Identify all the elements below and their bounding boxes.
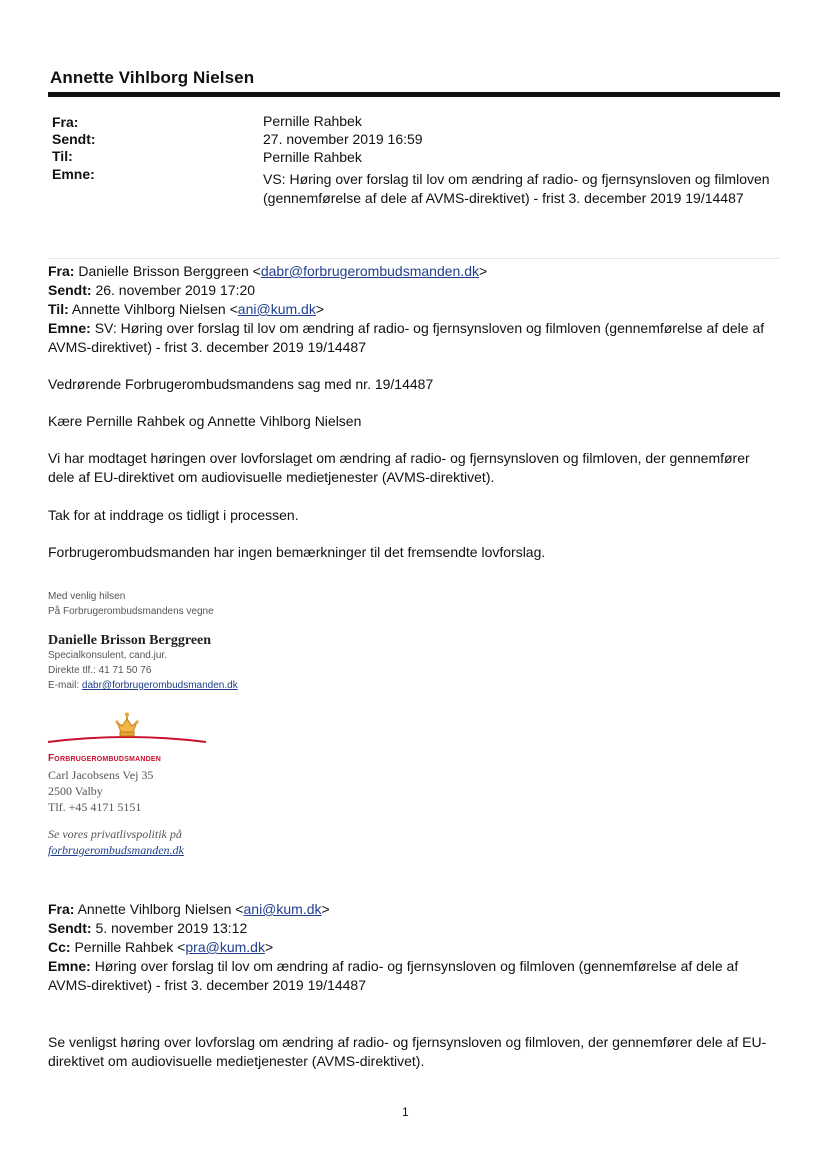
signature-title: Specialkonsulent, cand.jur. (48, 650, 167, 661)
email1-to-email-link[interactable]: ani@kum.dk (237, 301, 316, 317)
email2-from-line: Fra: Annette Vihlborg Nielsen <ani@kum.dk> (48, 901, 330, 917)
email1-from-name: Danielle Brisson Berggreen (78, 263, 249, 279)
email1-subject-value: SV: Høring over forslag til lov om ændring af radio- og fjernsynsloven og filmloven (gennemførelse af dele af AVMS-direktivet) - frist 3. december 2019 19/14487 (48, 320, 765, 355)
email1-body-p4: Tak for at inddrage os tidligt i processen. (48, 507, 299, 523)
email2-subject-line (48, 957, 778, 995)
signature-email-link[interactable]: dabr@forbrugerombudsmanden.dk (81, 680, 238, 691)
header-sent-value: 27. november 2019 16:59 (263, 131, 423, 147)
email1-from-email-link[interactable]: dabr@forbrugerombudsmanden.dk (260, 263, 479, 279)
email1-subject-label: Emne: (48, 320, 91, 336)
email2-cc-email-link[interactable]: pra@kum.dk (185, 939, 265, 955)
email2-sent-line (48, 919, 778, 938)
email1-from-line: Fra: Danielle Brisson Berggreen <dabr@forbrugerombudsmanden.dk> (48, 263, 488, 279)
header-divider (48, 258, 780, 259)
email1-header (48, 262, 778, 357)
email2-subject-label: Emne: (48, 958, 91, 974)
header-to-label: Til: (52, 148, 73, 164)
logo-wordmark: Forbrugerombudsmanden (48, 753, 161, 764)
email2-from-label: Fra: (48, 901, 75, 917)
header-sent-label: Sendt: (52, 131, 96, 147)
email2-cc-line: Cc: Pernille Rahbek <pra@kum.dk> (48, 939, 274, 955)
header-subject-label: Emne: (52, 166, 95, 182)
email1-body-p5: Forbrugerombudsmanden har ingen bemærkninger til det fremsendte lovforslag. (48, 544, 546, 560)
mailbox-owner-name: Annette Vihlborg Nielsen (50, 68, 255, 87)
email1-body-p1: Vedrørende Forbrugerombudsmandens sag med nr. 19/14487 (48, 376, 434, 392)
email1-subject-line (48, 319, 778, 357)
header-subject-value: VS: Høring over forslag til lov om ændring af radio- og fjernsynsloven og filmloven (gennemførelse af dele af AVMS-direktivet) - frist 3. december 2019 19/14487 (263, 171, 770, 206)
signature-name: Danielle Brisson Berggreen (48, 633, 212, 648)
header-from-label: Fra: (52, 114, 79, 130)
signature-email-label: E-mail: (48, 680, 80, 691)
email1-body-p3: Vi har modtaget høringen over lovforslaget om ændring af radio- og fjernsynsloven og filmloven, der gennemfører dele af EU-direktivet om audiovisuelle medietjenester (AVMS-direktivet). (48, 450, 750, 485)
email2-subject-value: Høring over forslag til lov om ændring af radio- og fjernsynsloven og filmloven (gennemførelse af dele af AVMS-direktivet) - frist 3. december 2019 19/14487 (48, 958, 739, 993)
privacy-note (48, 826, 184, 858)
signature-email-line (48, 679, 238, 693)
email1-to-name: Annette Vihlborg Nielsen (71, 301, 226, 317)
header-to-value: Pernille Rahbek (263, 149, 362, 165)
email1-from-label: Fra: (48, 263, 75, 279)
header-from-value: Pernille Rahbek (263, 113, 362, 129)
page-number: 1 (402, 1105, 409, 1119)
forbrugerombudsmanden-logo (46, 710, 208, 766)
email1-sent-label: Sendt: (48, 282, 92, 298)
email2-body: Se venligst høring over lovforslag om ændring af radio- og fjernsynsloven og filmloven, der gennemfører dele af EU-direktivet om audiovisuelle medietjenester (AVMS-direktivet). (48, 1034, 767, 1069)
email2-header (48, 900, 778, 995)
address-phone: Tlf. +45 4171 5151 (48, 800, 142, 814)
privacy-text: Se vores privatlivspolitik på (48, 827, 182, 841)
privacy-link[interactable]: forbrugerombudsmanden.dk (48, 843, 184, 857)
email2-sent-label: Sendt: (48, 920, 92, 936)
email1-body-p2: Kære Pernille Rahbek og Annette Vihlborg Nielsen (48, 413, 362, 429)
email1-sent-line (48, 281, 778, 300)
email1-to-label: Til: (48, 301, 69, 317)
address-street: Carl Jacobsens Vej 35 (48, 768, 154, 782)
owner-divider (48, 92, 780, 97)
email2-from-name: Annette Vihlborg Nielsen (77, 901, 232, 917)
email1-sent-value: 26. november 2019 17:20 (95, 282, 256, 298)
email2-cc-name: Pernille Rahbek (74, 939, 174, 955)
crown-icon (46, 710, 208, 750)
email2-from-email-link[interactable]: ani@kum.dk (243, 901, 322, 917)
email1-to-line: Til: Annette Vihlborg Nielsen <ani@kum.dk> (48, 301, 325, 317)
signature-on-behalf: På Forbrugerombudsmandens vegne (48, 606, 214, 617)
email2-cc-label: Cc: (48, 939, 71, 955)
signature-greeting: Med venlig hilsen (48, 591, 126, 602)
email2-sent-value: 5. november 2019 13:12 (95, 920, 248, 936)
signature-phone: Direkte tlf.: 41 71 50 76 (48, 665, 152, 676)
address-city: 2500 Valby (48, 784, 103, 798)
